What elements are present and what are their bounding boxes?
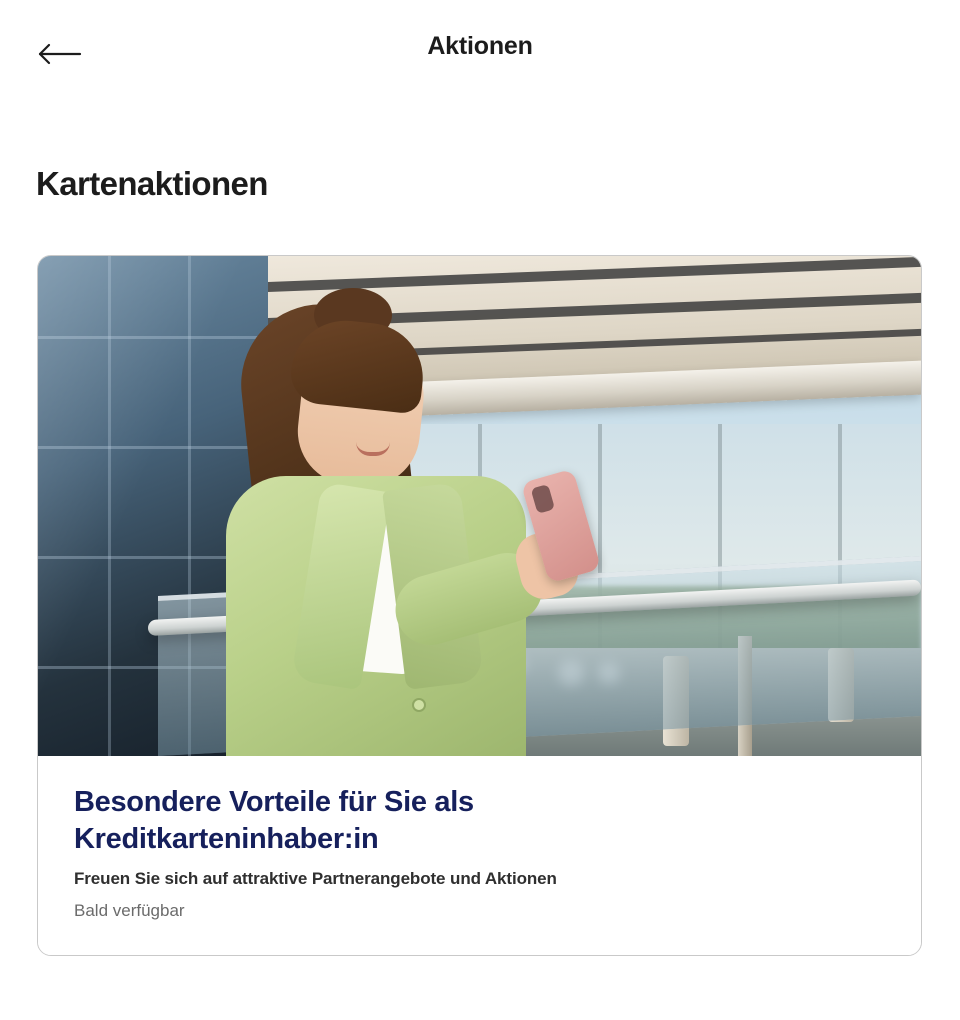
top-navigation-bar <box>0 0 960 92</box>
promo-card-status: Bald verfügbar <box>74 900 185 920</box>
promo-card-title: Besondere Vorteile für Sie als Kreditkarteninhaber:in <box>74 786 474 856</box>
section-title: Kartenaktionen <box>36 165 268 202</box>
arrow-left-icon <box>36 42 82 66</box>
promo-card[interactable] <box>37 255 922 955</box>
promo-card-body <box>38 756 921 954</box>
promo-card-image <box>38 256 921 756</box>
scene-person <box>188 296 608 756</box>
back-button[interactable] <box>28 34 90 74</box>
promo-card-subtitle: Freuen Sie sich auf attraktive Partnerangebote und Aktionen <box>74 868 557 888</box>
page-title: Aktionen <box>427 31 533 60</box>
